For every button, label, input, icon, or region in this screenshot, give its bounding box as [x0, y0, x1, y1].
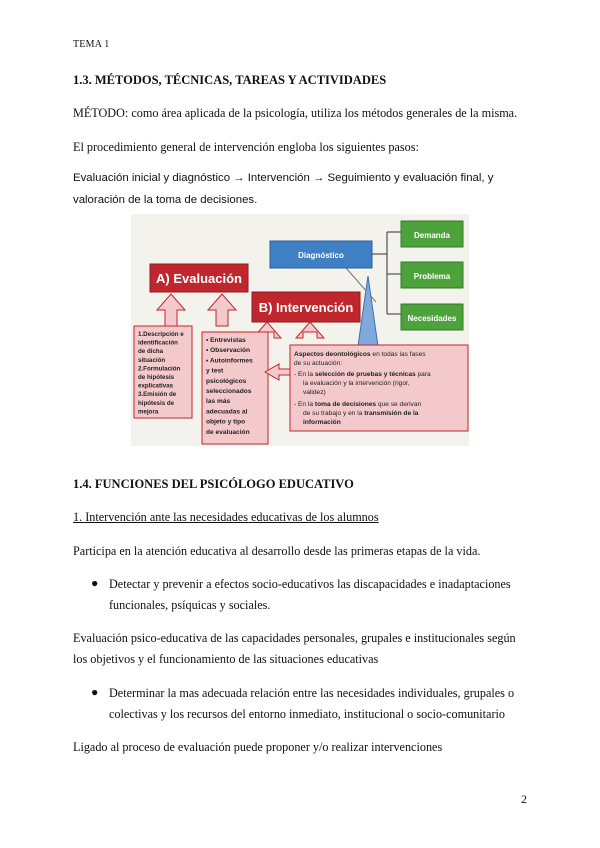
mid-box-line: las más	[206, 398, 231, 406]
left-box-line: de dicha	[138, 348, 164, 356]
up-arrow-evaluacion	[157, 294, 185, 326]
paragraph-evaluacion-l1: Evaluación psico-educativa de las capacidades personales, grupales e institucionales según	[73, 631, 516, 645]
paragraph-metodo: MÉTODO: como área aplicada de la psicología, utiliza los métodos generales de la misma.	[73, 106, 518, 120]
paragraph-evaluacion-l2: los objetivos y el funcionamiento de las situaciones educativas	[73, 652, 379, 666]
up-arrow-evaluacion-2	[208, 294, 236, 326]
svg-text:la evaluación y la intervenció: la evaluación y la intervención (rigor,	[303, 380, 410, 387]
paragraph-atencion: Participa en la atención educativa al desarrollo desde las primeras etapas de la vida.	[73, 544, 481, 558]
left-box-line: mejora	[138, 408, 159, 416]
left-box-line: identificación	[138, 339, 178, 347]
pointer-triangle	[358, 276, 378, 346]
left-box-line: de hipótesis	[138, 374, 175, 381]
paragraph-procedimiento: El procedimiento general de intervención engloba los siguientes pasos:	[73, 140, 419, 154]
mid-box-line: y test	[206, 367, 224, 375]
evaluacion-label: A) Evaluación	[156, 271, 242, 286]
demanda-label: Demanda	[413, 231, 451, 240]
section-1-4-heading: 1.4. FUNCIONES DEL PSICÓLOGO EDUCATIVO	[73, 477, 354, 491]
mid-box-line: de evaluación	[206, 428, 250, 436]
svg-text:de su trabajo y en la transmis: de su trabajo y en la transmisión de la	[303, 410, 419, 417]
svg-text:validez): validez)	[303, 389, 326, 396]
left-arrow	[265, 364, 291, 380]
left-box-line: 2.Formulación	[138, 365, 181, 373]
bullet-1-line-1: Detectar y prevenir a efectos socio-educativos las discapacidades e inadaptaciones	[109, 577, 511, 591]
left-box-line: 1.Descripción e	[138, 331, 184, 338]
problema-label: Problema	[413, 272, 451, 281]
svg-text:- En la toma de decisiones que: - En la toma de decisiones que se derivan	[294, 401, 422, 408]
mid-box-line: • Entrevistas	[206, 337, 246, 344]
mid-box-line: seleccionados	[206, 388, 252, 395]
steps-line-2: valoración de la toma de decisiones.	[73, 194, 258, 206]
steps-line-1: Evaluación inicial y diagnóstico → Intervención → Seguimiento y evaluación final, y	[73, 172, 494, 184]
bullet-dot: ●	[91, 685, 99, 699]
svg-text:información: información	[303, 419, 341, 426]
mid-box-line: adecuadas al	[206, 408, 248, 416]
page-number: 2	[521, 792, 527, 806]
svg-text:de su actuación:: de su actuación:	[294, 360, 343, 367]
section-1-3-heading: 1.3. MÉTODOS, TÉCNICAS, TAREAS Y ACTIVIDADES	[73, 73, 387, 87]
bullet-1-line-2: funcionales, psíquicas y sociales.	[109, 598, 271, 612]
bullet-dot: ●	[91, 576, 99, 590]
left-box-line: hipótesis de	[138, 399, 175, 407]
svg-text:- En la selección de pruebas y: - En la selección de pruebas y técnicas para	[294, 371, 431, 378]
mid-box-line: objeto y tipo	[206, 418, 246, 426]
intervencion-label: B) Intervención	[258, 300, 354, 315]
svg-text:Aspectos deontológicos en toda: Aspectos deontológicos en todas las fases	[294, 351, 426, 358]
left-box-line: situación	[138, 356, 166, 364]
bullet-2-line-2: colectivas y los recursos del entorno inmediato, institucional o socio-comunitario	[109, 707, 505, 721]
diagnostico-label: Diagnóstico	[298, 251, 344, 260]
left-box-line: 3.Emisión de	[138, 391, 177, 399]
mid-box-line: psicológicos	[206, 377, 247, 385]
running-header: TEMA 1	[73, 39, 110, 50]
subheading-intervencion: 1. Intervención ante las necesidades educativas de los alumnos	[73, 510, 379, 524]
mid-box-line: • Autoinformes	[206, 357, 253, 365]
mid-box-line: • Observación	[206, 347, 251, 355]
paragraph-ligado: Ligado al proceso de evaluación puede proponer y/o realizar intervenciones	[73, 740, 443, 754]
bullet-2-line-1: Determinar la mas adecuada relación entre las necesidades individuales, grupales o	[109, 686, 515, 700]
left-box-line: explicativas	[138, 382, 174, 390]
necesidades-label: Necesidades	[407, 314, 457, 323]
evaluation-intervention-diagram	[131, 214, 469, 446]
up-arrow-intervencion-2	[296, 322, 324, 338]
